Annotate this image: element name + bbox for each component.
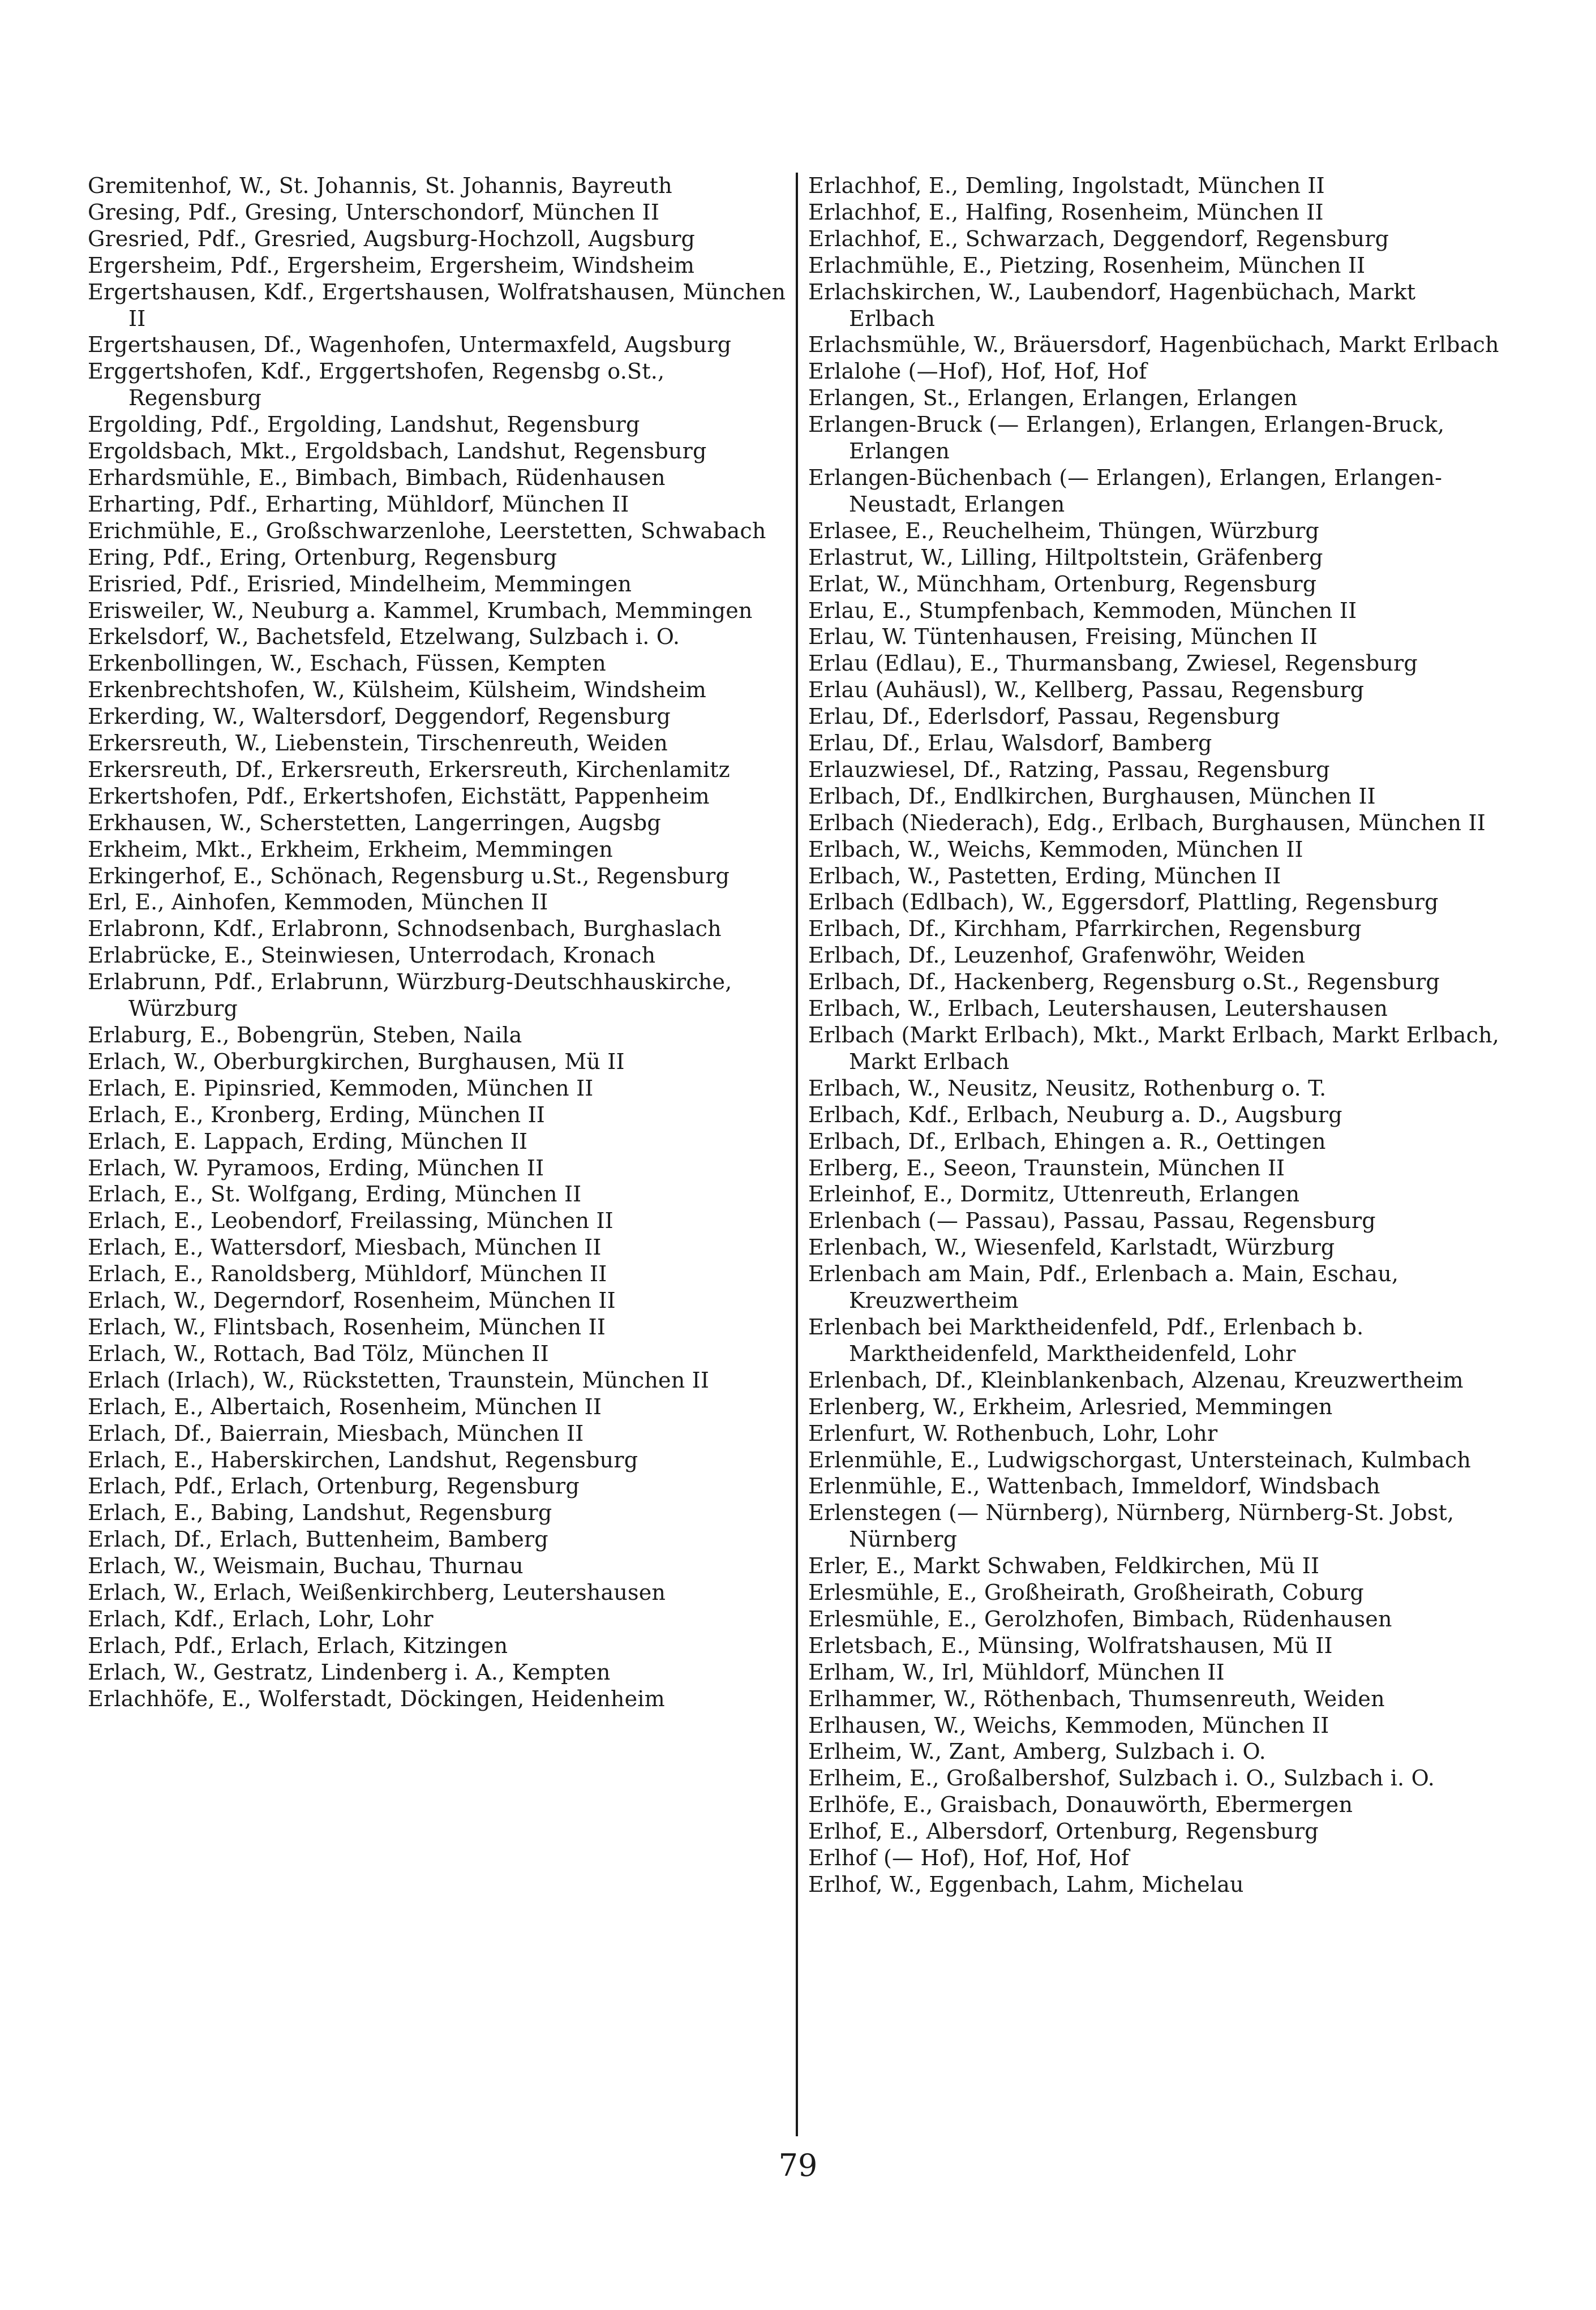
index-columns bbox=[88, 173, 1508, 2136]
index-entry: Erlabrücke, E., Steinwiesen, Unterrodach, Kronach bbox=[88, 943, 656, 968]
index-entry: Erlach, E., Albertaich, Rosenheim, München II bbox=[88, 1394, 602, 1419]
index-entry: Erlhof, W., Eggenbach, Lahm, Michelau bbox=[808, 1872, 1244, 1897]
index-entry: Erlesmühle, E., Gerolzhofen, Bimbach, Rüdenhausen bbox=[808, 1606, 1392, 1631]
index-entry: Erkerding, W., Waltersdorf, Deggendorf, Regensburg bbox=[88, 704, 671, 729]
index-entry: Erlau, E., Stumpfenbach, Kemmoden, München II bbox=[808, 598, 1357, 623]
index-entry: Erlenbach am Main, Pdf., Erlenbach a. Main, Eschau, Kreuzwertheim bbox=[808, 1261, 1399, 1313]
index-entry: Erlbach, Df., Kirchham, Pfarrkirchen, Regensburg bbox=[808, 916, 1362, 942]
index-entry: Erlhöfe, E., Graisbach, Donauwörth, Ebermergen bbox=[808, 1792, 1353, 1818]
index-entry: Erlbach, Df., Hackenberg, Regensburg o.St., Regensburg bbox=[808, 969, 1440, 995]
index-entry: Erlbach (Markt Erlbach), Mkt., Markt Erlbach, Markt Erlbach, Markt Erlbach bbox=[808, 1023, 1500, 1074]
index-entry: Erlhof (— Hof), Hof, Hof, Hof bbox=[808, 1845, 1130, 1871]
index-entry: Erlalohe (—Hof), Hof, Hof, Hof bbox=[808, 359, 1147, 384]
index-entry: Erlabronn, Kdf., Erlabronn, Schnodsenbach, Burghaslach bbox=[88, 916, 722, 942]
index-entry: Erkelsdorf, W., Bachetsfeld, Etzelwang, Sulzbach i. O. bbox=[88, 624, 680, 650]
index-entry: Erlaburg, E., Bobengrün, Steben, Naila bbox=[88, 1023, 522, 1047]
index-entry: Erlenfurt, W. Rothenbuch, Lohr, Lohr bbox=[808, 1420, 1218, 1446]
index-entry: Erlenmühle, E., Ludwigschorgast, Untersteinach, Kulmbach bbox=[808, 1447, 1471, 1472]
index-entry: Erl, E., Ainhofen, Kemmoden, München II bbox=[88, 890, 548, 915]
index-entry: Erlheim, W., Zant, Amberg, Sulzbach i. O. bbox=[808, 1739, 1266, 1764]
index-entry: Erkingerhof, E., Schönach, Regensburg u.St., Regensburg bbox=[88, 863, 730, 888]
index-entry: Erlbach, W., Erlbach, Leutershausen, Leutershausen bbox=[808, 996, 1388, 1021]
index-entry: Erlenberg, W., Erkheim, Arlesried, Memmingen bbox=[808, 1394, 1333, 1419]
index-entry: Erlhausen, W., Weichs, Kemmoden, München II bbox=[808, 1712, 1329, 1738]
index-entry: Erlach, E., Babing, Landshut, Regensburg bbox=[88, 1500, 552, 1526]
index-entry: Erlham, W., Irl, Mühldorf, München II bbox=[808, 1659, 1225, 1685]
index-entry: Ergoldsbach, Mkt., Ergoldsbach, Landshut, Regensburg bbox=[88, 439, 707, 464]
index-entry: Erlau (Auhäusl), W., Kellberg, Passau, Regensburg bbox=[808, 677, 1365, 703]
index-entry: Ergertshausen, Df., Wagenhofen, Untermaxfeld, Augsburg bbox=[88, 332, 732, 358]
index-entry: Erichmühle, E., Großschwarzenlohe, Leerstetten, Schwabach bbox=[88, 518, 766, 543]
index-entry: Erlbach (Edlbach), W., Eggersdorf, Plattling, Regensburg bbox=[808, 890, 1439, 915]
index-entry: Erlachhof, E., Halfing, Rosenheim, München II bbox=[808, 199, 1324, 225]
index-entry: Erlbach, Df., Leuzenhof, Grafenwöhr, Weiden bbox=[808, 943, 1306, 968]
index-entry: Erisried, Pdf., Erisried, Mindelheim, Memmingen bbox=[88, 571, 632, 596]
index-entry: Erkenbrechtshofen, W., Külsheim, Külsheim, Windsheim bbox=[88, 677, 706, 703]
index-entry: Erggertshofen, Kdf., Erggertshofen, Regensbg o.St., Regensburg bbox=[88, 359, 665, 411]
index-entry: Erlasee, E., Reuchelheim, Thüngen, Würzburg bbox=[808, 518, 1319, 543]
index-entry: Erlach, W., Gestratz, Lindenberg i. A., Kempten bbox=[88, 1659, 611, 1685]
index-entry: Erlach, E. Pipinsried, Kemmoden, München II bbox=[88, 1075, 594, 1101]
right-column bbox=[798, 173, 1508, 2136]
index-entry: Erlenbach bei Marktheidenfeld, Pdf., Erlenbach b. Marktheidenfeld, Marktheidenfeld, Lohr bbox=[808, 1314, 1364, 1366]
index-entry: Erlachhöfe, E., Wolferstadt, Döckingen, Heidenheim bbox=[88, 1686, 665, 1711]
index-entry: Erlangen, St., Erlangen, Erlangen, Erlangen bbox=[808, 385, 1298, 411]
index-entry: Erlangen-Büchenbach (— Erlangen), Erlangen, Erlangen-Neustadt, Erlangen bbox=[808, 465, 1443, 517]
index-entry: Erlach, W., Oberburgkirchen, Burghausen, Mü II bbox=[88, 1049, 625, 1074]
index-entry: Gresried, Pdf., Gresried, Augsburg-Hochzoll, Augsburg bbox=[88, 226, 696, 251]
index-entry: Erkhausen, W., Scherstetten, Langerringen, Augsbg bbox=[88, 810, 661, 835]
index-entry: Erlenmühle, E., Wattenbach, Immeldorf, Windsbach bbox=[808, 1474, 1380, 1499]
index-entry: Gremitenhof, W., St. Johannis, St. Johannis, Bayreuth bbox=[88, 173, 672, 198]
index-entry: Erlheim, E., Großalbershof, Sulzbach i. O., Sulzbach i. O. bbox=[808, 1766, 1435, 1791]
index-entry: Erlbach, W., Neusitz, Neusitz, Rothenburg o. T. bbox=[808, 1075, 1327, 1101]
index-entry: Gresing, Pdf., Gresing, Unterschondorf, München II bbox=[88, 199, 660, 225]
index-entry: Erlach, E. Lappach, Erding, München II bbox=[88, 1128, 528, 1154]
index-entry: Erlach, W., Rottach, Bad Tölz, München II bbox=[88, 1341, 549, 1366]
page-number: 79 bbox=[778, 2148, 818, 2183]
index-entry: Erlach, Pdf., Erlach, Erlach, Kitzingen bbox=[88, 1633, 508, 1658]
index-entry: Erlach, E., Haberskirchen, Landshut, Regensburg bbox=[88, 1447, 638, 1472]
index-entry: Erleinhof, E., Dormitz, Uttenreuth, Erlangen bbox=[808, 1182, 1300, 1207]
index-entry: Ergersheim, Pdf., Ergersheim, Ergersheim, Windsheim bbox=[88, 252, 695, 278]
index-entry: Erletsbach, E., Münsing, Wolfratshausen, Mü II bbox=[808, 1633, 1333, 1658]
index-entry: Erlach, E., Ranoldsberg, Mühldorf, München II bbox=[88, 1261, 607, 1287]
index-entry: Erlach, W., Weismain, Buchau, Thurnau bbox=[88, 1553, 524, 1579]
index-entry: Erlau (Edlau), E., Thurmansbang, Zwiesel, Regensburg bbox=[808, 651, 1418, 676]
index-entry: Erlangen-Bruck (— Erlangen), Erlangen, Erlangen-Bruck, Erlangen bbox=[808, 412, 1445, 464]
index-entry: Erlastrut, W., Lilling, Hiltpoltstein, Gräfenberg bbox=[808, 544, 1323, 570]
index-entry: Ering, Pdf., Ering, Ortenburg, Regensburg bbox=[88, 544, 557, 570]
index-entry: Erkheim, Mkt., Erkheim, Erkheim, Memmingen bbox=[88, 836, 613, 862]
index-entry: Erlbach, W., Pastetten, Erding, München II bbox=[808, 863, 1281, 888]
index-entry: Erlauzwiesel, Df., Ratzing, Passau, Regensburg bbox=[808, 757, 1330, 782]
index-entry: Erlbach, Kdf., Erlbach, Neuburg a. D., Augsburg bbox=[808, 1102, 1342, 1127]
index-entry: Erlenstegen (— Nürnberg), Nürnberg, Nürnberg-St. Jobst, Nürnberg bbox=[808, 1500, 1455, 1552]
index-entry: Erlau, Df., Ederlsdorf, Passau, Regensburg bbox=[808, 704, 1280, 729]
index-entry: Erlau, W. Tüntenhausen, Freising, München II bbox=[808, 624, 1318, 650]
index-entry: Erlach, Df., Erlach, Buttenheim, Bamberg bbox=[88, 1527, 548, 1552]
index-entry: Erlachmühle, E., Pietzing, Rosenheim, München II bbox=[808, 252, 1366, 278]
index-entry: Erlachsmühle, W., Bräuersdorf, Hagenbüchach, Markt Erlbach bbox=[808, 332, 1499, 358]
index-entry: Erlbach, W., Weichs, Kemmoden, München II bbox=[808, 836, 1303, 862]
index-entry: Erlach, Pdf., Erlach, Ortenburg, Regensburg bbox=[88, 1474, 580, 1499]
index-entry: Erlachhof, E., Demling, Ingolstadt, München II bbox=[808, 173, 1325, 198]
index-entry: Erlach (Irlach), W., Rückstetten, Traunstein, München II bbox=[88, 1367, 710, 1393]
index-entry: Erlach, W., Erlach, Weißenkirchberg, Leutershausen bbox=[88, 1580, 666, 1605]
index-entry: Erlbach, Df., Endlkirchen, Burghausen, München II bbox=[808, 783, 1376, 809]
index-entry: Erlhof, E., Albersdorf, Ortenburg, Regensburg bbox=[808, 1819, 1319, 1844]
index-entry: Erlach, E., St. Wolfgang, Erding, München II bbox=[88, 1182, 582, 1207]
index-entry: Erkersreuth, W., Liebenstein, Tirschenreuth, Weiden bbox=[88, 731, 668, 756]
index-entry: Erlach, W., Degerndorf, Rosenheim, München II bbox=[88, 1288, 616, 1313]
index-entry: Erlat, W., Münchham, Ortenburg, Regensburg bbox=[808, 571, 1317, 596]
index-entry: Erlach, E., Wattersdorf, Miesbach, München II bbox=[88, 1235, 602, 1260]
index-entry: Erlbach, Df., Erlbach, Ehingen a. R., Oettingen bbox=[808, 1128, 1326, 1154]
index-entry: Erlachskirchen, W., Laubendorf, Hagenbüchach, Markt Erlbach bbox=[808, 279, 1416, 331]
left-column bbox=[88, 173, 796, 2136]
index-entry: Erlabrunn, Pdf., Erlabrunn, Würzburg-Deutschhauskirche, Würzburg bbox=[88, 969, 732, 1021]
index-entry: Erlesmühle, E., Großheirath, Großheirath, Coburg bbox=[808, 1580, 1364, 1605]
index-entry: Erlenbach, Df., Kleinblankenbach, Alzenau, Kreuzwertheim bbox=[808, 1367, 1464, 1393]
index-entry: Erlau, Df., Erlau, Walsdorf, Bamberg bbox=[808, 731, 1212, 756]
index-entry: Erlhammer, W., Röthenbach, Thumsenreuth, Weiden bbox=[808, 1686, 1385, 1711]
index-entry: Erkersreuth, Df., Erkersreuth, Erkersreuth, Kirchenlamitz bbox=[88, 757, 730, 782]
index-entry: Erlach, E., Kronberg, Erding, München II bbox=[88, 1102, 545, 1127]
index-entry: Erisweiler, W., Neuburg a. Kammel, Krumbach, Memmingen bbox=[88, 598, 753, 623]
index-entry: Erlenbach (— Passau), Passau, Passau, Regensburg bbox=[808, 1208, 1376, 1234]
index-entry: Erlbach (Niederach), Edg., Erlbach, Burghausen, München II bbox=[808, 810, 1486, 835]
index-entry: Erlenbach, W., Wiesenfeld, Karlstadt, Würzburg bbox=[808, 1235, 1335, 1260]
index-entry: Erhardsmühle, E., Bimbach, Bimbach, Rüdenhausen bbox=[88, 465, 666, 490]
index-entry: Erlach, W. Pyramoos, Erding, München II bbox=[88, 1155, 544, 1180]
index-entry: Erlach, E., Leobendorf, Freilassing, München II bbox=[88, 1208, 613, 1234]
index-entry: Erlach, Df., Baierrain, Miesbach, München II bbox=[88, 1420, 584, 1446]
index-entry: Ergolding, Pdf., Ergolding, Landshut, Regensburg bbox=[88, 412, 640, 437]
index-entry: Ergertshausen, Kdf., Ergertshausen, Wolfratshausen, München II bbox=[88, 279, 786, 331]
index-entry: Erlberg, E., Seeon, Traunstein, München II bbox=[808, 1155, 1285, 1180]
index-entry: Erharting, Pdf., Erharting, Mühldorf, München II bbox=[88, 491, 629, 517]
index-entry: Erkenbollingen, W., Eschach, Füssen, Kempten bbox=[88, 651, 606, 676]
index-entry: Erler, E., Markt Schwaben, Feldkirchen, Mü II bbox=[808, 1553, 1320, 1579]
index-entry: Erlach, W., Flintsbach, Rosenheim, München II bbox=[88, 1314, 606, 1339]
index-entry: Erkertshofen, Pdf., Erkertshofen, Eichstätt, Pappenheim bbox=[88, 783, 710, 809]
index-entry: Erlach, Kdf., Erlach, Lohr, Lohr bbox=[88, 1606, 434, 1631]
index-entry: Erlachhof, E., Schwarzach, Deggendorf, Regensburg bbox=[808, 226, 1389, 251]
